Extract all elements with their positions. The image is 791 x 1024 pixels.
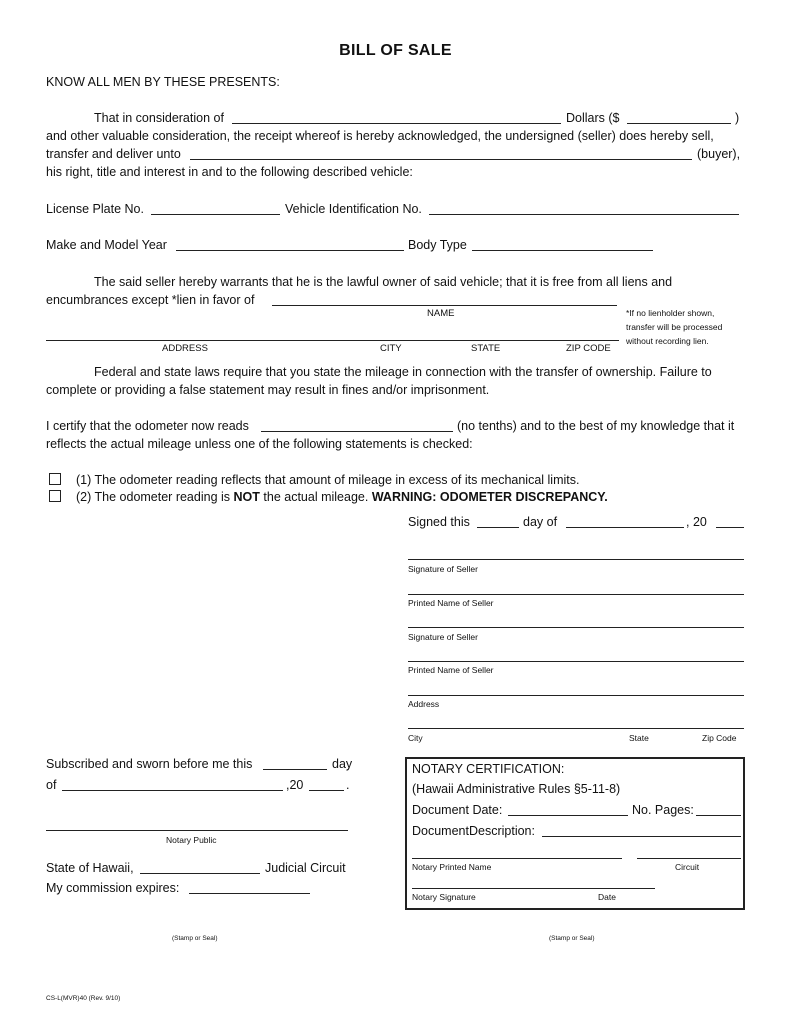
make-model-field[interactable]: [176, 250, 404, 251]
document-date-field[interactable]: [508, 815, 628, 816]
document-description-label: DocumentDescription:: [412, 824, 535, 838]
odometer-reading-field[interactable]: [261, 431, 453, 432]
seller-address-field[interactable]: [408, 695, 744, 696]
signed-year-field[interactable]: [716, 527, 744, 528]
seller-city-caption: City: [408, 733, 423, 743]
option-2-text: [76, 490, 608, 504]
stamp-seal-left: (Stamp or Seal): [172, 935, 218, 942]
odometer-line-2: reflects the actual mileage unless one of the following statements is checked:: [46, 437, 473, 451]
notary-printed-name-field[interactable]: [412, 858, 622, 859]
seller-printed-name-2-field[interactable]: [408, 661, 744, 662]
consideration-line-2: and other valuable consideration, the receipt whereof is hereby acknowledged, the undersigned (seller) does hereby sell,: [46, 129, 714, 143]
seller-printed-name-2-caption: Printed Name of Seller: [408, 665, 494, 675]
lien-note-line-3: without recording lien.: [626, 336, 709, 346]
seller-signature-1-caption: Signature of Seller: [408, 564, 478, 574]
consideration-prefix: That in consideration of: [94, 111, 224, 125]
day-of-label: day of: [523, 515, 558, 529]
document-date-label: Document Date:: [412, 803, 503, 817]
signed-day-field[interactable]: [477, 527, 519, 528]
buyer-name-field[interactable]: [190, 159, 692, 160]
notary-circuit-caption: Circuit: [675, 862, 700, 872]
lien-note-line-1: *If no lienholder shown,: [626, 308, 715, 318]
option-2-mid: the actual mileage.: [263, 490, 369, 504]
year-prefix-label: , 20: [686, 515, 707, 529]
sworn-year-prefix: ,20: [286, 778, 304, 792]
seller-signature-2-field[interactable]: [408, 627, 744, 628]
notary-date-caption: Date: [598, 892, 616, 902]
notary-signature-date-field[interactable]: [412, 888, 655, 889]
liens-line-1: The said seller hereby warrants that he is the lawful owner of said vehicle; that it is free from all liens and: [94, 275, 673, 289]
license-plate-label: License Plate No.: [46, 202, 144, 216]
sworn-day-field[interactable]: [263, 769, 327, 770]
notary-public-signature-field[interactable]: [46, 830, 348, 831]
buyer-label: (buyer),: [697, 147, 741, 161]
lien-name-caption: NAME: [427, 308, 455, 319]
vin-field[interactable]: [429, 214, 739, 215]
sworn-prefix: Subscribed and sworn before me this: [46, 757, 253, 771]
commission-expires-field[interactable]: [189, 893, 310, 894]
seller-city-state-zip-field[interactable]: [408, 728, 744, 729]
seller-state-caption: State: [629, 733, 649, 743]
license-plate-field[interactable]: [151, 214, 280, 215]
document-description-field[interactable]: [542, 836, 741, 837]
sworn-of-label: of: [46, 778, 57, 792]
odometer-suffix: (no tenths) and to the best of my knowledge that it: [457, 419, 735, 433]
commission-expires-label: My commission expires:: [46, 881, 180, 895]
notary-circuit-field[interactable]: [637, 858, 741, 859]
judicial-circuit-field[interactable]: [140, 873, 260, 874]
sworn-day-label: day: [332, 757, 353, 771]
seller-signature-2-caption: Signature of Seller: [408, 632, 478, 642]
odometer-prefix: I certify that the odometer now reads: [46, 419, 249, 433]
vin-label: Vehicle Identification No.: [285, 202, 422, 216]
state-of-hawaii-label: State of Hawaii,: [46, 861, 134, 875]
option-1-text: (1) The odometer reading reflects that amount of mileage in excess of its mechanical limits.: [76, 473, 580, 487]
seller-zip-caption: Zip Code: [702, 733, 737, 743]
transfer-prefix: transfer and deliver unto: [46, 147, 181, 161]
intro-text: KNOW ALL MEN BY THESE PRESENTS:: [46, 75, 280, 89]
notary-signature-caption: Notary Signature: [412, 892, 476, 902]
dollars-close-paren: ): [735, 111, 740, 125]
notary-printed-name-caption: Notary Printed Name: [412, 862, 492, 872]
consideration-line-4: his right, title and interest in and to the following described vehicle:: [46, 165, 413, 179]
no-pages-field[interactable]: [696, 815, 741, 816]
lien-zip-caption: ZIP CODE: [566, 343, 611, 354]
make-model-label: Make and Model Year: [46, 238, 167, 252]
lienholder-address-field[interactable]: [46, 340, 619, 341]
stamp-seal-right: (Stamp or Seal): [549, 935, 595, 942]
signed-month-field[interactable]: [566, 527, 684, 528]
document-title: BILL OF SALE: [339, 42, 452, 59]
lienholder-name-field[interactable]: [272, 305, 617, 306]
mileage-notice-line-2: complete or providing a false statement may result in fines and/or imprisonment.: [46, 383, 490, 397]
sworn-month-field[interactable]: [62, 790, 283, 791]
lien-note-line-2: transfer will be processed: [626, 322, 723, 332]
no-pages-label: No. Pages:: [632, 803, 694, 817]
lien-state-caption: STATE: [471, 343, 501, 354]
sworn-period: .: [346, 778, 350, 792]
notary-public-caption: Notary Public: [166, 835, 217, 845]
odometer-discrepancy-checkbox[interactable]: [49, 490, 61, 502]
sworn-year-field[interactable]: [309, 790, 344, 791]
dollars-label: Dollars ($: [566, 111, 620, 125]
judicial-circuit-label: Judicial Circuit: [265, 861, 346, 875]
seller-printed-name-1-field[interactable]: [408, 594, 744, 595]
mechanical-limits-checkbox[interactable]: [49, 473, 61, 485]
odometer-warning: WARNING: ODOMETER DISCREPANCY.: [371, 490, 608, 504]
mileage-notice-line-1: Federal and state laws require that you state the mileage in connection with the transfer of ownership. Failure to: [94, 365, 712, 379]
seller-signature-1-field[interactable]: [408, 559, 744, 560]
dollar-amount-field[interactable]: [627, 123, 731, 124]
option-2-prefix: (2) The odometer reading is: [76, 490, 231, 504]
hawaii-rules-text: (Hawaii Administrative Rules §5-11-8): [412, 782, 621, 796]
seller-address-caption: Address: [408, 699, 440, 709]
seller-printed-name-1-caption: Printed Name of Seller: [408, 598, 494, 608]
consideration-amount-words-field[interactable]: [232, 123, 561, 124]
form-number: CS-L(MVR)40 (Rev. 9/10): [46, 995, 121, 1002]
lien-address-caption: ADDRESS: [162, 343, 208, 354]
option-2-not: NOT: [233, 490, 260, 504]
body-type-label: Body Type: [408, 238, 467, 252]
body-type-field[interactable]: [472, 250, 653, 251]
signed-this-label: Signed this: [408, 515, 470, 529]
notary-certification-heading: NOTARY CERTIFICATION:: [412, 762, 565, 776]
lien-favor-prefix: encumbrances except *lien in favor of: [46, 293, 255, 307]
lien-city-caption: CITY: [380, 343, 402, 354]
